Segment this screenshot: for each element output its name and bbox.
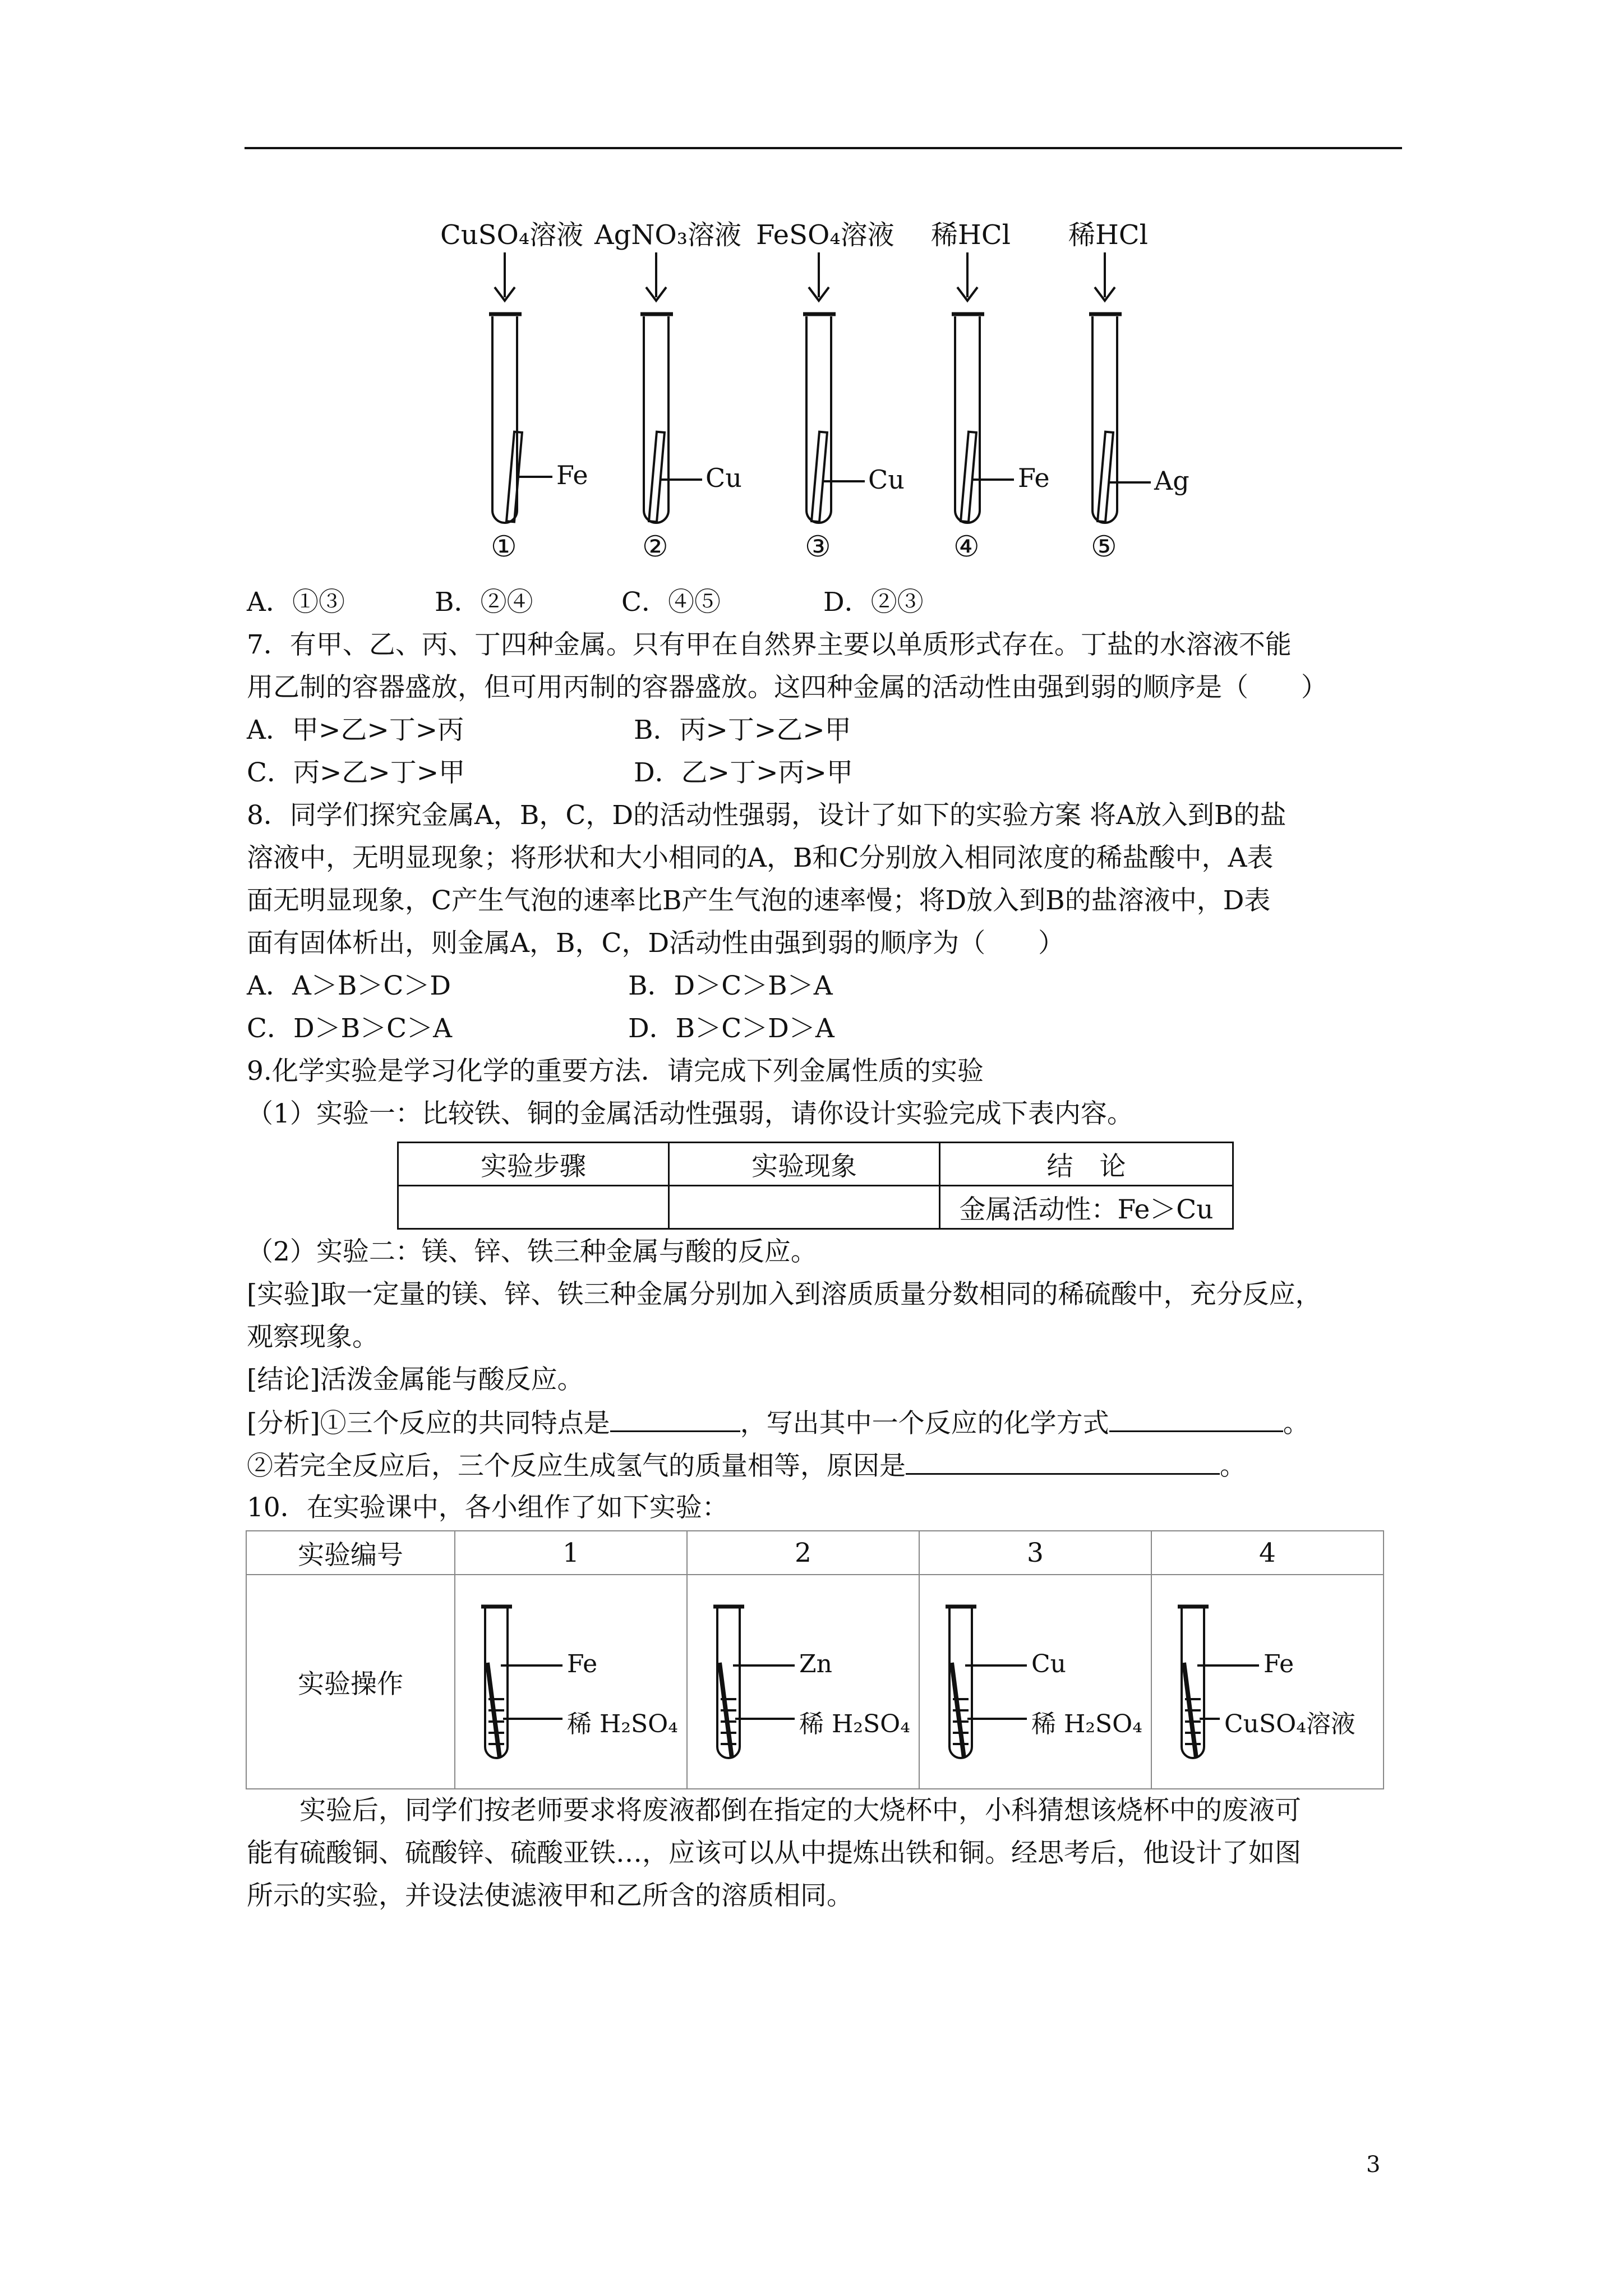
tube-drawing-2: [688, 1576, 918, 1788]
analysis-1-text-a: [分析]①三个反应的共同特点是: [247, 1408, 610, 1439]
q9-experiment-table: [397, 1142, 1234, 1230]
table-header-conclusion: 结 论: [940, 1143, 1233, 1186]
analysis-1-text-c: 。: [1283, 1408, 1310, 1439]
q10-after-line-2: 能有硫酸铜、硫酸锌、硫酸亚铁…，应该可以从中提炼出铁和铜。经思考后，他设计了如图: [247, 1838, 1301, 1869]
tube-4-liquid-label: CuSO₄溶液: [1224, 1710, 1355, 1738]
tube-number-2: ②: [642, 530, 668, 564]
analysis-2-text-b: 。: [1220, 1451, 1246, 1481]
q7-option-a: A．甲>乙>丁>丙: [247, 715, 464, 746]
experiment-number-2: 2: [687, 1531, 919, 1575]
tube-number-4: ④: [953, 530, 980, 564]
q9-conclusion: [结论]活泼金属能与酸反应。: [247, 1364, 584, 1395]
tube-2-liquid-label: 稀 H₂SO₄: [799, 1710, 910, 1738]
experiment-cell-4: [1151, 1575, 1384, 1789]
q9-exp-line-1: [实验]取一定量的镁、锌、铁三种金属分别加入到溶质质量分数相同的稀硫酸中，充分反应，: [247, 1279, 1322, 1310]
metal-label-1: Fe: [556, 460, 588, 490]
experiment-cell-1: [455, 1575, 687, 1789]
tube-drawing-1: [456, 1576, 686, 1788]
q7-line-1: 7．有甲、乙、丙、丁四种金属。只有甲在自然界主要以单质形式存在。丁盐的水溶液不能: [247, 629, 1292, 660]
q10-after-line-1: 实验后，同学们按老师要求将废液都倒在指定的大烧杯中，小科猜想该烧杯中的废液可: [247, 1795, 1301, 1826]
q10-experiment-table: [246, 1530, 1384, 1789]
q8-line-2: 溶液中，无明显现象；将形状和大小相同的A，B和C分别放入相同浓度的稀盐酸中，A表: [247, 843, 1274, 873]
table-cell-conclusion: 金属活动性：Fe＞Cu: [940, 1186, 1233, 1229]
tube-4-metal-label: Fe: [1264, 1650, 1294, 1678]
q9-exp-line-2: 观察现象。: [247, 1322, 379, 1352]
metal-label-4: Fe: [1018, 463, 1050, 493]
experiment-number-1: 1: [455, 1531, 687, 1575]
tube-drawing-4: [1152, 1576, 1382, 1788]
table-cell-phenomena[interactable]: [669, 1186, 940, 1229]
tube-1-liquid-label: 稀 H₂SO₄: [567, 1710, 678, 1738]
reagent-label-5: 稀HCl: [1068, 219, 1148, 251]
q8-option-c: C．D＞B＞C＞A: [247, 1013, 453, 1044]
analysis-1-text-b: ，写出其中一个反应的化学方式: [740, 1408, 1109, 1439]
q8-line-4: 面有固体析出，则金属A，B，C，D活动性由强到弱的顺序为（ ）: [247, 928, 1065, 959]
tube-number-1: ①: [491, 530, 517, 564]
q8-option-b: B．D＞C＞B＞A: [628, 970, 833, 1001]
q7-line-2: 用乙制的容器盛放，但可用丙制的容器盛放。这四种金属的活动性由强到弱的顺序是（ ）: [247, 672, 1327, 703]
q8-option-a: A．A＞B＞C＞D: [247, 970, 451, 1001]
q10-after-line-3: 所示的实验，并设法使滤液甲和乙所含的溶质相同。: [247, 1880, 853, 1911]
reagent-label-3: FeSO₄溶液: [756, 219, 895, 251]
answer-blank-reason[interactable]: [906, 1448, 1220, 1475]
metal-label-3: Cu: [868, 464, 905, 495]
experiment-cell-3: [919, 1575, 1151, 1789]
reagent-label-2: AgNO₃溶液: [594, 219, 741, 251]
q8-option-d: D．B＞C＞D＞A: [628, 1013, 834, 1044]
q6-option-d: D．②③: [823, 587, 924, 618]
reagent-label-1: CuSO₄溶液: [440, 219, 584, 251]
q9-analysis-2: [247, 1448, 1246, 1483]
row-label-operation: 实验操作: [246, 1575, 455, 1789]
q9-analysis-1: [247, 1406, 1310, 1441]
q9-part1: （1）实验一：比较铁、铜的金属活动性强弱，请你设计实验完成下表内容。: [247, 1098, 1133, 1129]
experiment-number-3: 3: [919, 1531, 1151, 1575]
header-rule: [245, 147, 1402, 149]
tube-2-metal-label: Zn: [799, 1650, 832, 1678]
tube-3-liquid-label: 稀 H₂SO₄: [1031, 1710, 1142, 1738]
test-tube-figure-svg: [426, 213, 1211, 572]
q9-part2: （2）实验二：镁、锌、铁三种金属与酸的反应。: [247, 1236, 817, 1267]
q6-option-a: A．①③: [247, 587, 345, 618]
tube-3-metal-label: Cu: [1031, 1650, 1067, 1678]
q8-line-1: 8．同学们探究金属A，B，C，D的活动性强弱，设计了如下的实验方案 将A放入到B的盐: [247, 800, 1287, 831]
analysis-2-text-a: ②若完全反应后，三个反应生成氢气的质量相等，原因是: [247, 1451, 906, 1481]
q9-title: 9.化学实验是学习化学的重要方法．请完成下列金属性质的实验: [247, 1056, 984, 1087]
table-header-phenomena: 实验现象: [669, 1143, 940, 1186]
q7-option-d: D．乙>丁>丙>甲: [634, 757, 853, 788]
tube-drawing-3: [920, 1576, 1150, 1788]
metal-label-2: Cu: [706, 463, 742, 493]
tube-1-metal-label: Fe: [567, 1650, 598, 1678]
table-header-label: 实验编号: [246, 1531, 455, 1575]
table-cell-steps[interactable]: [398, 1186, 669, 1229]
experiment-number-4: 4: [1151, 1531, 1384, 1575]
q10-intro: 10．在实验课中，各小组作了如下实验：: [247, 1492, 728, 1523]
q6-option-c: C．④⑤: [621, 587, 721, 618]
table-header-steps: 实验步骤: [398, 1143, 669, 1186]
q7-option-b: B．丙>丁>乙>甲: [634, 715, 851, 746]
reagent-label-4: 稀HCl: [931, 219, 1011, 251]
test-tube-figure: [426, 213, 1211, 572]
answer-blank-common-feature[interactable]: [610, 1406, 740, 1432]
answer-blank-equation[interactable]: [1109, 1406, 1283, 1432]
page-number: 3: [1366, 2152, 1381, 2178]
metal-label-5: Ag: [1154, 466, 1189, 496]
tube-number-3: ③: [805, 530, 831, 564]
tube-number-5: ⑤: [1091, 530, 1117, 564]
q8-line-3: 面无明显现象，C产生气泡的速率比B产生气泡的速率慢；将D放入到B的盐溶液中，D表: [247, 885, 1271, 916]
q6-option-b: B．②④: [435, 587, 533, 618]
q7-option-c: C．丙>乙>丁>甲: [247, 757, 465, 788]
experiment-cell-2: [687, 1575, 919, 1789]
